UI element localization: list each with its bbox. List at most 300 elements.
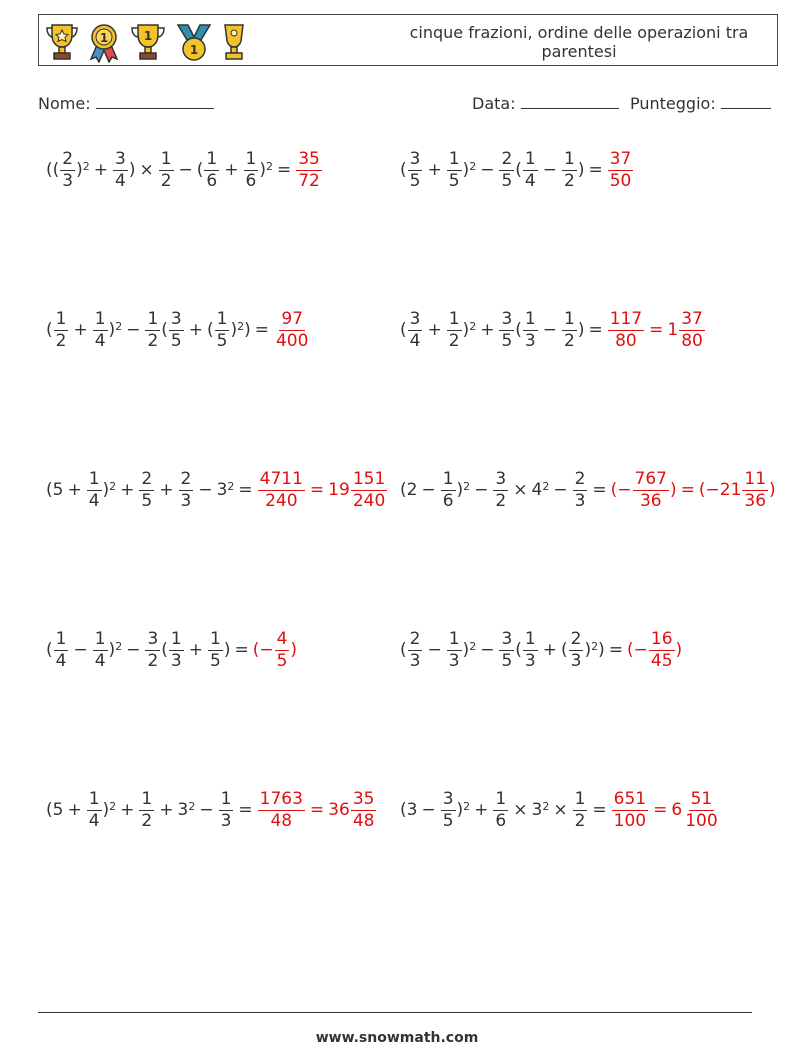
fraction	[87, 788, 102, 831]
fraction	[523, 628, 538, 671]
fraction	[408, 628, 423, 671]
answer-6	[633, 468, 669, 511]
problem-1	[46, 140, 323, 200]
fraction	[447, 628, 462, 671]
date-blank[interactable]	[521, 94, 619, 109]
exponent: 2	[469, 159, 477, 173]
numerator: 3	[501, 308, 513, 329]
fraction	[447, 148, 462, 191]
expression-term: (	[515, 160, 522, 180]
denominator: 80	[681, 330, 703, 351]
operator: +	[188, 320, 203, 340]
denominator: 4	[94, 650, 106, 671]
numerator: 11	[744, 468, 767, 489]
numerator: 1	[495, 788, 507, 809]
expression-term: 3	[177, 800, 189, 820]
operator: =	[276, 160, 292, 180]
expression-term: )	[128, 160, 136, 180]
numerator: 3	[501, 628, 513, 649]
numerator: 1	[94, 628, 106, 649]
expression-term: (	[515, 640, 522, 660]
denominator: 4	[114, 170, 126, 191]
denominator: 3	[180, 490, 192, 511]
numerator: 2	[574, 468, 586, 489]
fraction	[742, 468, 768, 511]
numerator: 1	[216, 308, 228, 329]
operator: −	[126, 640, 141, 660]
denominator: 3	[62, 170, 74, 191]
expression-term: (−	[252, 640, 274, 660]
fraction	[493, 468, 508, 511]
fraction	[351, 788, 377, 831]
expression-term: (5	[46, 480, 64, 500]
name-label: Nome:	[38, 94, 91, 113]
medal-ribbon-icon	[87, 21, 121, 63]
operator: −	[480, 640, 495, 660]
numerator: 1	[220, 788, 232, 809]
svg-text:1: 1	[189, 43, 199, 57]
operator: +	[480, 320, 495, 340]
fraction	[351, 468, 387, 511]
fraction	[208, 628, 223, 671]
fraction	[573, 468, 588, 511]
expression-term: )	[76, 160, 83, 180]
expression-term: 3	[216, 480, 228, 500]
cup-trophy-icon	[221, 21, 247, 63]
numerator: 1	[88, 468, 100, 489]
fraction	[408, 148, 423, 191]
denominator: 4	[524, 170, 536, 191]
operator: −	[542, 320, 557, 340]
operator: −	[178, 160, 193, 180]
operator: =	[608, 640, 623, 660]
trophy-icons	[45, 21, 247, 63]
fraction	[493, 788, 508, 831]
numerator: 151	[352, 468, 386, 489]
problem-2	[400, 140, 634, 200]
fraction	[499, 308, 514, 351]
expression-term: )	[259, 160, 266, 180]
numerator: 1	[448, 308, 460, 329]
denominator: 5	[501, 650, 513, 671]
denominator: 2	[448, 330, 460, 351]
fraction	[169, 308, 184, 351]
numerator: 1763	[259, 788, 303, 809]
fraction	[159, 148, 174, 191]
fraction	[139, 788, 154, 831]
numerator: 97	[281, 308, 304, 329]
exponent: 2	[469, 319, 477, 333]
numerator: 767	[634, 468, 667, 489]
denominator: 4	[88, 810, 100, 831]
trophy-one-icon	[129, 21, 167, 63]
denominator: 2	[563, 330, 575, 351]
denominator: 5	[276, 650, 288, 671]
answer-1	[296, 148, 322, 191]
denominator: 100	[613, 810, 647, 831]
numerator: 37	[609, 148, 632, 169]
operator: +	[427, 320, 442, 340]
exponent: 2	[542, 479, 550, 493]
numerator: 1	[448, 148, 460, 169]
answer-2	[608, 148, 634, 191]
numerator: 2	[501, 148, 513, 169]
operator: ×	[513, 800, 528, 820]
operator: +	[427, 160, 442, 180]
numerator: 3	[114, 148, 126, 169]
denominator: 2	[141, 810, 153, 831]
denominator: 3	[220, 810, 232, 831]
expression-term: )	[577, 320, 585, 340]
numerator: 1	[206, 148, 218, 169]
operator: +	[159, 800, 174, 820]
operator: −	[73, 640, 88, 660]
exponent: 2	[227, 479, 235, 493]
denominator: 3	[524, 330, 536, 351]
expression-term: (	[161, 320, 168, 340]
denominator: 5	[170, 330, 182, 351]
operator: +	[159, 480, 174, 500]
operator: −	[553, 480, 568, 500]
numerator: 1	[94, 308, 106, 329]
numerator: 1	[574, 788, 586, 809]
exponent: 2	[188, 799, 196, 813]
fraction	[169, 628, 184, 671]
svg-text:1: 1	[143, 29, 153, 43]
numerator: 2	[141, 468, 153, 489]
exponent: 2	[469, 639, 477, 653]
operator: +	[542, 640, 557, 660]
operator: +	[120, 480, 135, 500]
numerator: 1	[55, 308, 67, 329]
numerator: 1	[442, 468, 454, 489]
operator: =	[309, 480, 325, 500]
problem-10	[400, 780, 721, 840]
exponent: 2	[542, 799, 550, 813]
expression-term: )	[230, 320, 238, 340]
expression-term: 6	[671, 800, 683, 820]
expression-term: 19	[328, 480, 350, 500]
operator: +	[474, 800, 489, 820]
expression-term: (	[46, 640, 53, 660]
denominator: 50	[609, 170, 632, 191]
denominator: 4	[55, 650, 67, 671]
name-field[interactable]	[38, 94, 214, 113]
denominator: 5	[141, 490, 153, 511]
operator: −	[199, 800, 214, 820]
numerator: 3	[409, 308, 421, 329]
operator: −	[474, 480, 489, 500]
problem-8	[400, 620, 682, 680]
numerator: 1	[524, 148, 536, 169]
fraction	[54, 308, 69, 351]
expression-term: )	[670, 480, 677, 500]
denominator: 3	[409, 650, 421, 671]
expression-term: (2	[400, 480, 418, 500]
fraction	[683, 788, 719, 831]
numerator: 3	[170, 308, 182, 329]
expression-term: (	[400, 640, 407, 660]
expression-term: (−21	[698, 480, 742, 500]
denominator: 3	[524, 650, 536, 671]
expression-term: 36	[328, 800, 350, 820]
expression-term: (	[196, 160, 204, 180]
operator: +	[93, 160, 108, 180]
answer-4	[608, 308, 644, 351]
numerator: 2	[62, 148, 74, 169]
expression-term: (−	[626, 640, 648, 660]
fraction	[54, 628, 69, 671]
fraction	[441, 788, 456, 831]
numerator: 3	[442, 788, 454, 809]
operator: =	[653, 800, 668, 820]
expression-term: 1	[667, 320, 679, 340]
operator: =	[234, 640, 249, 660]
denominator: 2	[563, 170, 575, 191]
operator: +	[224, 160, 239, 180]
denominator: 6	[206, 170, 218, 191]
fraction	[679, 308, 705, 351]
expression-term: (3	[400, 800, 418, 820]
operator: −	[126, 320, 141, 340]
fraction	[219, 788, 234, 831]
expression-term: )	[290, 640, 298, 660]
operator: −	[542, 160, 557, 180]
denominator: 400	[275, 330, 309, 351]
numerator: 2	[180, 468, 192, 489]
fraction	[204, 148, 219, 191]
denominator: 5	[501, 330, 513, 351]
exponent: 2	[82, 159, 90, 173]
operator: ×	[553, 800, 568, 820]
operator: =	[588, 160, 603, 180]
denominator: 80	[615, 330, 637, 351]
operator: =	[254, 320, 269, 340]
exponent: 2	[265, 159, 273, 173]
fraction	[562, 148, 577, 191]
footer-divider	[38, 1012, 752, 1013]
denominator: 72	[298, 170, 320, 191]
operator: −	[427, 640, 442, 660]
denominator: 5	[409, 170, 421, 191]
numerator: 51	[690, 788, 713, 809]
fraction	[93, 308, 108, 351]
denominator: 6	[495, 810, 507, 831]
fraction	[408, 308, 423, 351]
date-field[interactable]	[472, 94, 619, 113]
denominator: 4	[88, 490, 100, 511]
numerator: 1	[141, 788, 153, 809]
fraction	[573, 788, 588, 831]
exponent: 2	[591, 639, 599, 653]
operator: −	[198, 480, 213, 500]
numerator: 35	[352, 788, 375, 809]
numerator: 4711	[259, 468, 303, 489]
expression-term: )	[462, 160, 470, 180]
fraction	[569, 628, 584, 671]
fraction	[447, 308, 462, 351]
expression-term: (	[400, 160, 407, 180]
numerator: 1	[88, 788, 100, 809]
score-field[interactable]	[630, 94, 771, 113]
fraction	[145, 308, 160, 351]
fraction	[145, 628, 160, 671]
exponent: 2	[109, 479, 117, 493]
medal-blue-ribbon-icon	[175, 21, 213, 63]
fraction	[562, 308, 577, 351]
denominator: 240	[265, 490, 298, 511]
denominator: 6	[442, 490, 454, 511]
operator: =	[309, 800, 325, 820]
numerator: 2	[570, 628, 582, 649]
expression-term: )	[456, 800, 464, 820]
numerator: 1	[563, 148, 575, 169]
operator: =	[592, 800, 607, 820]
name-blank[interactable]	[96, 94, 214, 109]
exponent: 2	[237, 319, 245, 333]
numerator: 1	[160, 148, 172, 169]
operator: =	[588, 320, 603, 340]
denominator: 48	[352, 810, 375, 831]
problem-9	[46, 780, 377, 840]
fraction	[499, 628, 514, 671]
expression-term: 3	[531, 800, 543, 820]
denominator: 2	[147, 330, 159, 351]
operator: =	[649, 320, 664, 340]
fraction	[113, 148, 128, 191]
problem-3	[46, 300, 311, 360]
answer-10	[612, 788, 648, 831]
expression-term: )	[108, 640, 116, 660]
numerator: 1	[524, 628, 536, 649]
score-blank[interactable]	[721, 94, 771, 109]
operator: +	[67, 800, 82, 820]
exponent: 2	[463, 799, 471, 813]
expression-term: (5	[46, 800, 64, 820]
numerator: 651	[613, 788, 647, 809]
operator: −	[421, 800, 436, 820]
denominator: 5	[501, 170, 513, 191]
denominator: 2	[147, 650, 159, 671]
expression-term: (−	[610, 480, 632, 500]
operator: ×	[139, 160, 154, 180]
fraction	[499, 148, 514, 191]
expression-term: )	[577, 160, 585, 180]
expression-term: )	[462, 320, 470, 340]
operator: +	[73, 320, 88, 340]
denominator: 5	[442, 810, 454, 831]
denominator: 3	[170, 650, 182, 671]
answer-5	[258, 468, 305, 511]
fraction	[139, 468, 154, 511]
fraction	[179, 468, 194, 511]
numerator: 16	[650, 628, 673, 649]
expression-term: )	[675, 640, 683, 660]
operator: =	[592, 480, 607, 500]
denominator: 2	[55, 330, 67, 351]
numerator: 117	[609, 308, 643, 329]
numerator: 1	[170, 628, 182, 649]
numerator: 1	[524, 308, 536, 329]
operator: +	[188, 640, 203, 660]
fraction	[523, 308, 538, 351]
numerator: 2	[409, 628, 421, 649]
problem-7	[46, 620, 297, 680]
expression-term: )	[108, 320, 116, 340]
denominator: 48	[270, 810, 293, 831]
answer-3	[274, 308, 310, 351]
operator: =	[238, 800, 253, 820]
numerator: 3	[147, 628, 159, 649]
operator: ×	[513, 480, 528, 500]
numerator: 4	[276, 628, 288, 649]
denominator: 5	[209, 650, 221, 671]
numerator: 1	[563, 308, 575, 329]
fraction	[93, 628, 108, 671]
exponent: 2	[109, 799, 117, 813]
trophy-star-icon	[45, 21, 79, 63]
denominator: 45	[650, 650, 673, 671]
numerator: 1	[448, 628, 460, 649]
denominator: 3	[570, 650, 582, 671]
denominator: 240	[352, 490, 386, 511]
denominator: 5	[448, 170, 460, 191]
denominator: 3	[448, 650, 460, 671]
operator: =	[238, 480, 253, 500]
expression-term: (	[161, 640, 168, 660]
expression-term: )	[456, 480, 464, 500]
date-label: Data:	[472, 94, 516, 113]
numerator: 1	[245, 148, 257, 169]
operator: −	[480, 160, 495, 180]
fraction	[244, 148, 259, 191]
expression-term: (	[206, 320, 214, 340]
exponent: 2	[115, 639, 123, 653]
expression-term: ((	[46, 160, 60, 180]
numerator: 3	[409, 148, 421, 169]
expression-term: )	[462, 640, 470, 660]
operator: +	[120, 800, 135, 820]
denominator: 2	[495, 490, 507, 511]
denominator: 4	[409, 330, 421, 351]
denominator: 3	[574, 490, 586, 511]
fraction	[87, 468, 102, 511]
svg-text:1: 1	[99, 31, 109, 45]
expression-term: (	[46, 320, 53, 340]
footer-website[interactable]: www.snowmath.com	[315, 1030, 479, 1046]
denominator: 36	[639, 490, 662, 511]
expression-term: (	[560, 640, 568, 660]
denominator: 100	[685, 810, 718, 831]
fraction	[60, 148, 75, 191]
expression-term: )	[223, 640, 231, 660]
numerator: 3	[495, 468, 507, 489]
score-label: Punteggio:	[630, 94, 716, 113]
exponent: 2	[463, 479, 471, 493]
fraction	[441, 468, 456, 511]
expression-term: 4	[531, 480, 543, 500]
expression-term: (	[515, 320, 522, 340]
problem-6	[400, 460, 776, 520]
expression-term: )	[584, 640, 592, 660]
denominator: 5	[216, 330, 228, 351]
expression-term: )	[598, 640, 605, 660]
expression-term: )	[102, 800, 110, 820]
numerator: 37	[681, 308, 703, 329]
problem-4	[400, 300, 706, 360]
answer-8	[649, 628, 675, 671]
expression-term: (	[400, 320, 407, 340]
